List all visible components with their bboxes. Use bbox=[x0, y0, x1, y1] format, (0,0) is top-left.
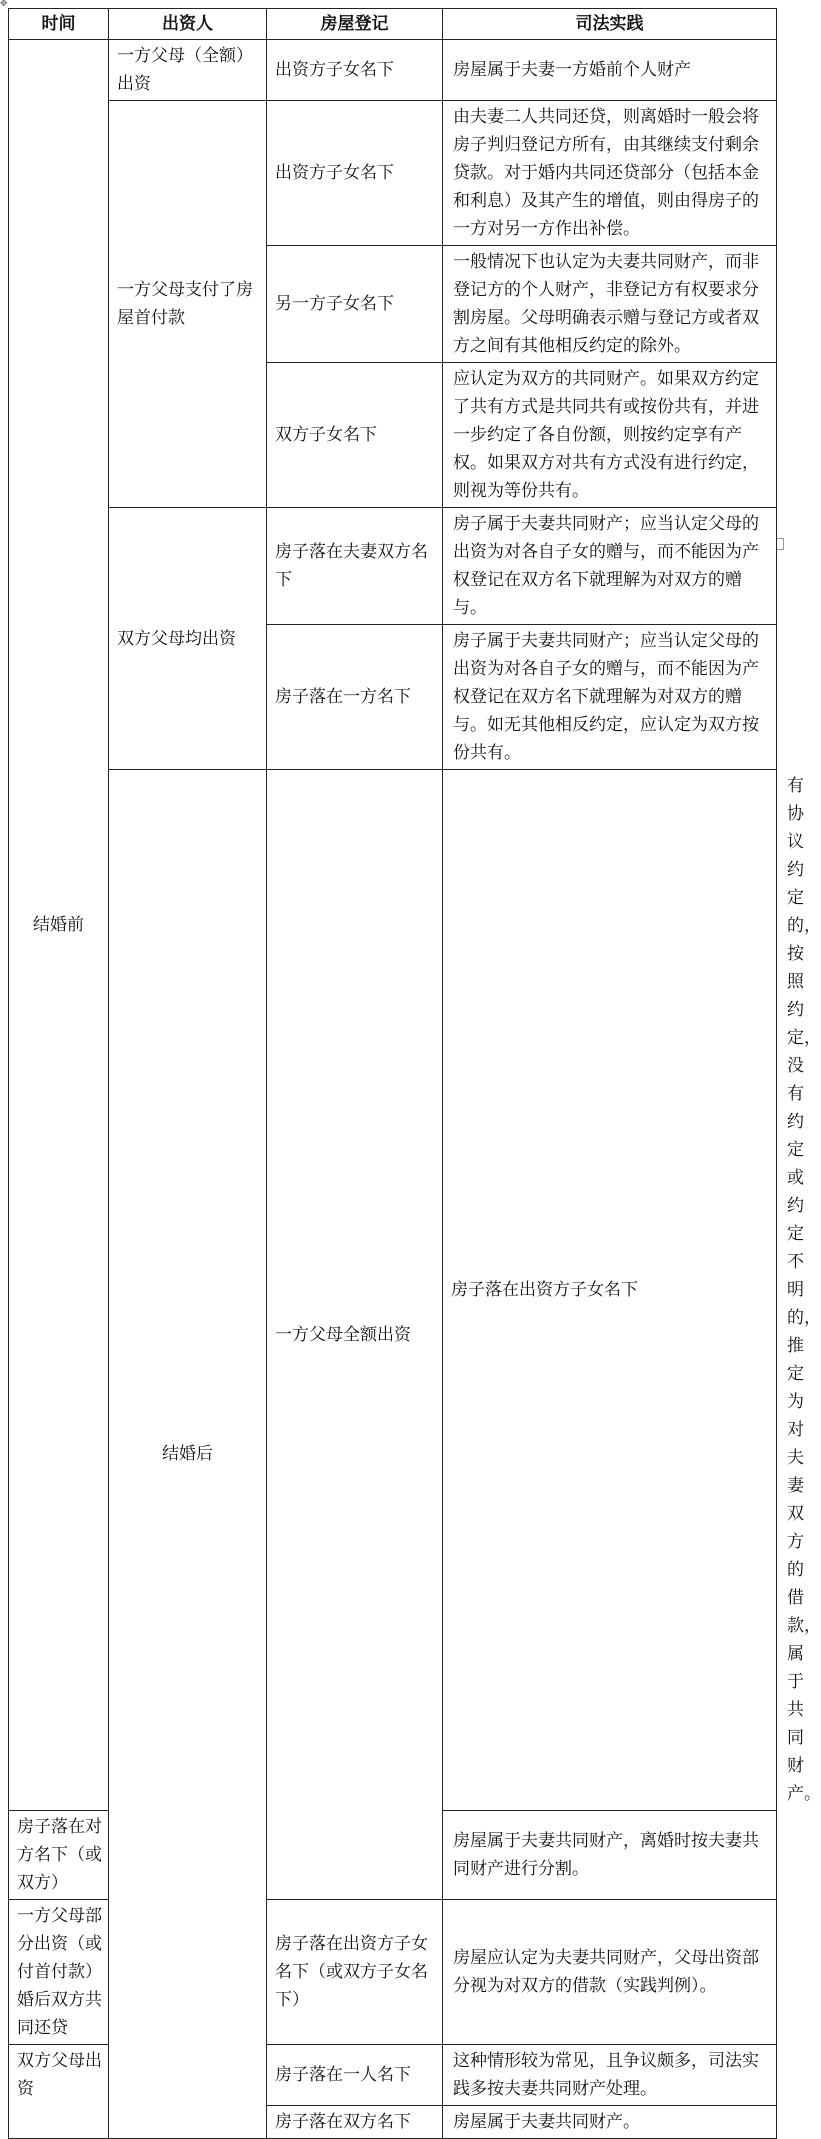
practice-cell: 房子属于夫妻共同财产；应当认定父母的出资为对各自子女的赠与，而不能因为产权登记在双方名下就理解为对双方的赠与。 bbox=[443, 508, 777, 625]
investor-cell: 双方父母均出资 bbox=[109, 508, 267, 770]
header-row bbox=[9, 9, 777, 40]
table-row: 结婚后 一方父母全额出资 房子落在出资方子女名下 有协议约定的，按照约定，没有约定或约定不明的，推定为对夫妻双方的借款，属于共同财产。 bbox=[9, 770, 777, 1811]
registration-cell: 房子落在一人名下 bbox=[267, 2045, 443, 2106]
investor-cell: 一方父母（全额）出资 bbox=[109, 40, 267, 101]
table-row bbox=[9, 101, 777, 246]
header-registration: 房屋登记 bbox=[267, 9, 443, 40]
registration-cell: 房子落在一方名下 bbox=[267, 625, 443, 770]
registration-cell: 房子落在双方名下 bbox=[267, 2106, 443, 2139]
practice-cell: 应认定为双方的共同财产。如果双方约定了共有方式是共同共有或按份共有，并进一步约定了各自份额，则按约定享有产权。如果双方对共有方式没有进行约定，则视为等份共有。 bbox=[443, 363, 777, 508]
practice-cell: 房子属于夫妻共同财产；应当认定父母的出资为对各自子女的赠与，而不能因为产权登记在双方名下就理解为对双方的赠与。如无其他相反约定，应认定为双方按份共有。 bbox=[443, 625, 777, 770]
practice-cell: 房屋属于夫妻一方婚前个人财产 bbox=[443, 40, 777, 101]
header-time: 时间 bbox=[9, 9, 109, 40]
practice-cell: 这种情形较为常见，且争议颇多，司法实践多按夫妻共同财产处理。 bbox=[443, 2045, 777, 2106]
time-before-marriage: 结婚前 bbox=[9, 40, 109, 1811]
investor-cell: 双方父母出资 bbox=[9, 2045, 109, 2139]
table-move-handle-icon[interactable]: ✥ bbox=[0, 0, 8, 9]
registration-cell: 房子落在对方名下（或双方） bbox=[9, 1811, 109, 1900]
practice-cell: 房屋属于夫妻共同财产。 bbox=[443, 2106, 777, 2139]
registration-cell: 房子落在出资方子女名下 bbox=[443, 770, 777, 1811]
registration-cell: 房子落在夫妻双方名下 bbox=[267, 508, 443, 625]
practice-cell: 房屋应认定为夫妻共同财产，父母出资部分视为对双方的借款（实践判例）。 bbox=[443, 1900, 777, 2045]
table-row bbox=[9, 508, 777, 625]
property-ownership-table bbox=[8, 8, 821, 2139]
practice-cell: 由夫妻二人共同还贷，则离婚时一般会将房子判归登记方所有，由其继续支付剩余贷款。对于婚内共同还贷部分（包括本金和利息）及其产生的增值，则由得房子的一方对另一方作出补偿。 bbox=[443, 101, 777, 246]
practice-cell: 房屋属于夫妻共同财产，离婚时按夫妻共同财产进行分割。 bbox=[443, 1811, 777, 1900]
table-resize-handle[interactable] bbox=[776, 538, 784, 550]
table-row bbox=[9, 40, 777, 101]
investor-cell: 一方父母支付了房屋首付款 bbox=[109, 101, 267, 508]
investor-cell: 一方父母全额出资 bbox=[267, 770, 443, 1900]
time-after-marriage: 结婚后 bbox=[109, 770, 267, 2139]
registration-cell: 双方子女名下 bbox=[267, 363, 443, 508]
investor-cell: 一方父母部分出资（或付首付款）婚后双方共同还贷 bbox=[9, 1900, 109, 2045]
registration-cell: 房子落在出资方子女名下（或双方子女名下） bbox=[267, 1900, 443, 2045]
header-investor: 出资人 bbox=[109, 9, 267, 40]
registration-cell: 出资方子女名下 bbox=[267, 40, 443, 101]
practice-cell: 一般情况下也认定为夫妻共同财产，而非登记方的个人财产，非登记方有权要求分割房屋。父母明确表示赠与登记方或者双方之间有其他相反约定的除外。 bbox=[443, 246, 777, 363]
header-practice: 司法实践 bbox=[443, 9, 777, 40]
registration-cell: 出资方子女名下 bbox=[267, 101, 443, 246]
registration-cell: 另一方子女名下 bbox=[267, 246, 443, 363]
